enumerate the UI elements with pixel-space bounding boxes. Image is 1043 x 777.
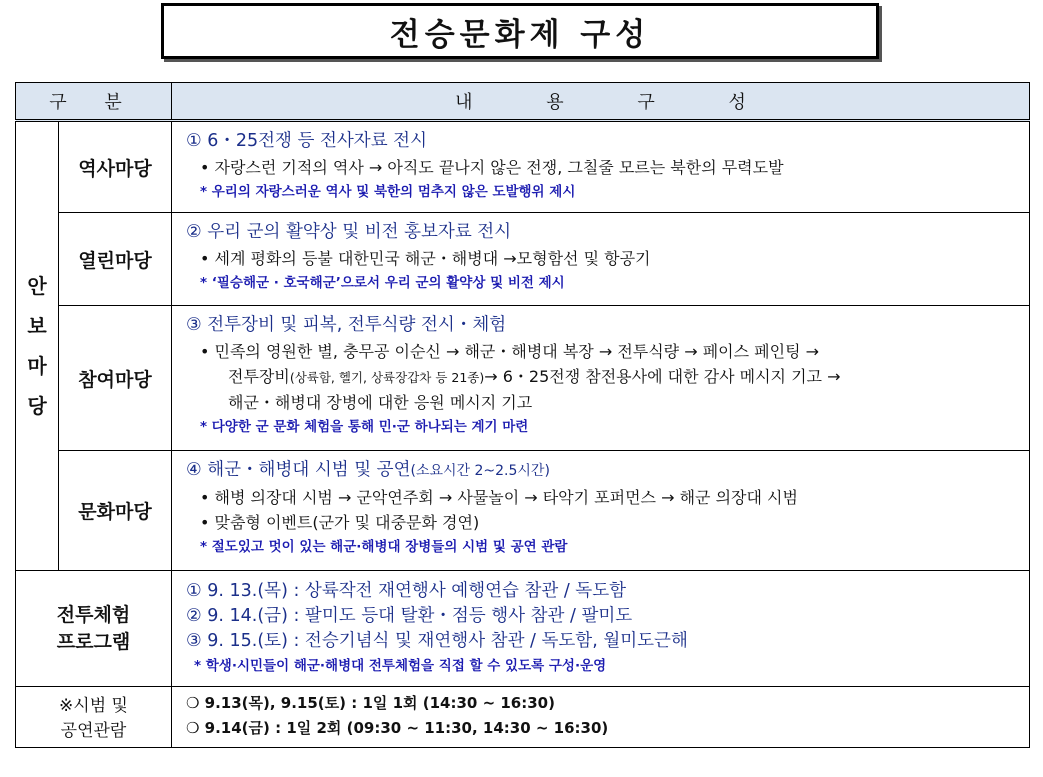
side-label-char: 안 xyxy=(27,274,47,298)
content-title xyxy=(186,457,1019,485)
table-row xyxy=(16,121,1030,213)
content-bullet-continued: 해군・해병대 장병에 대한 응원 메시지 기고 xyxy=(228,393,533,412)
content-history xyxy=(172,121,1030,213)
viewing-item: ❍ 9.14(금) : 1일 2회 (09:30 ~ 11:30, 14:30 ~ 16:30) xyxy=(186,719,609,737)
table-header-row xyxy=(16,83,1030,121)
category-history: 역사마당 xyxy=(59,121,172,213)
side-label-anbo xyxy=(16,121,59,571)
content-title: ① 6・25전쟁 등 전사자료 전시 xyxy=(186,131,427,151)
table-row xyxy=(16,213,1030,306)
category-viewing xyxy=(16,687,172,748)
category-line: 전투체험 xyxy=(56,603,131,626)
category-battle-program xyxy=(16,571,172,687)
content-note: * 절도있고 멋이 있는 해군·해병대 장병들의 시범 및 공연 관람 xyxy=(200,539,568,555)
composition-table xyxy=(15,82,1030,748)
header-content: 내 용 구 성 xyxy=(172,83,1030,121)
header-category: 구 분 xyxy=(16,83,172,121)
side-label-char: 당 xyxy=(27,394,47,418)
table-row xyxy=(16,306,1030,451)
content-open xyxy=(172,213,1030,306)
category-participation: 참여마당 xyxy=(59,306,172,451)
schedule-item: ② 9. 14.(금) : 팔미도 등대 탈환・점등 행사 참관 / 팔미도 xyxy=(186,606,633,626)
category-open: 열린마당 xyxy=(59,213,172,306)
bullet-small-text: (상륙함, 헬기, 상륙장갑차 등 21종) xyxy=(289,370,485,385)
content-note: * 다양한 군 문화 체험을 통해 민·군 하나되는 계기 마련 xyxy=(200,419,529,435)
content-note: * ‘필승해군 · 호국해군’으로서 우리 군의 활약상 및 비전 제시 xyxy=(200,275,565,291)
content-culture xyxy=(172,451,1030,571)
content-note: * 우리의 자랑스러운 역사 및 북한의 멈추지 않은 도발행위 제시 xyxy=(200,184,576,200)
content-battle-program xyxy=(172,571,1030,687)
content-bullet: • 세계 평화의 등불 대한민국 해군・해병대 →모형함선 및 항공기 xyxy=(200,249,651,268)
content-bullet-continued xyxy=(186,364,1019,390)
title-text: ④ 해군・해병대 시범 및 공연 xyxy=(186,460,411,480)
content-bullet: • 해병 의장대 시범 → 군악연주회 → 사물놀이 → 타악기 포퍼먼스 → 해군 의장대 시범 xyxy=(200,488,798,507)
schedule-item: ③ 9. 15.(토) : 전승기념식 및 재연행사 참관 / 독도함, 월미도근해 xyxy=(186,631,688,651)
title-small-text: (소요시간 2~2.5시간) xyxy=(410,463,550,479)
category-culture: 문화마당 xyxy=(59,451,172,571)
table-row xyxy=(16,687,1030,748)
page-title: 전승문화제 구성 xyxy=(161,3,879,59)
category-line: ※시범 및 xyxy=(59,696,128,716)
category-line: 공연관람 xyxy=(60,721,127,741)
content-title: ② 우리 군의 활약상 및 비전 홍보자료 전시 xyxy=(186,222,512,242)
table-row xyxy=(16,571,1030,687)
content-participation xyxy=(172,306,1030,451)
viewing-item: ❍ 9.13(목), 9.15(토) : 1일 1회 (14:30 ~ 16:30) xyxy=(186,694,555,712)
content-bullet: • 자랑스런 기적의 역사 → 아직도 끝나지 않은 전쟁, 그칠줄 모르는 북한의 무력도발 xyxy=(200,158,784,177)
table-row xyxy=(16,451,1030,571)
schedule-item: ① 9. 13.(목) : 상륙작전 재연행사 예행연습 참관 / 독도함 xyxy=(186,581,627,601)
side-label-char: 보 xyxy=(27,314,47,338)
content-title: ③ 전투장비 및 피복, 전투식량 전시・체험 xyxy=(186,315,507,335)
content-note: * 학생·시민들이 해군·해병대 전투체험을 직접 할 수 있도록 구성·운영 xyxy=(194,658,607,674)
content-bullet: • 맞춤형 이벤트(군가 및 대중문화 경연) xyxy=(200,513,480,532)
bullet-text: 전투장비 xyxy=(228,367,290,386)
content-bullet: • 민족의 영원한 별, 충무공 이순신 → 해군・해병대 복장 → 전투식량 → 페이스 페인팅 → xyxy=(200,342,820,361)
bullet-text: → 6・25전쟁 참전용사에 대한 감사 메시지 기고 → xyxy=(484,367,841,386)
side-label-char: 마 xyxy=(27,354,47,378)
category-line: 프로그램 xyxy=(56,630,131,653)
content-viewing xyxy=(172,687,1030,748)
